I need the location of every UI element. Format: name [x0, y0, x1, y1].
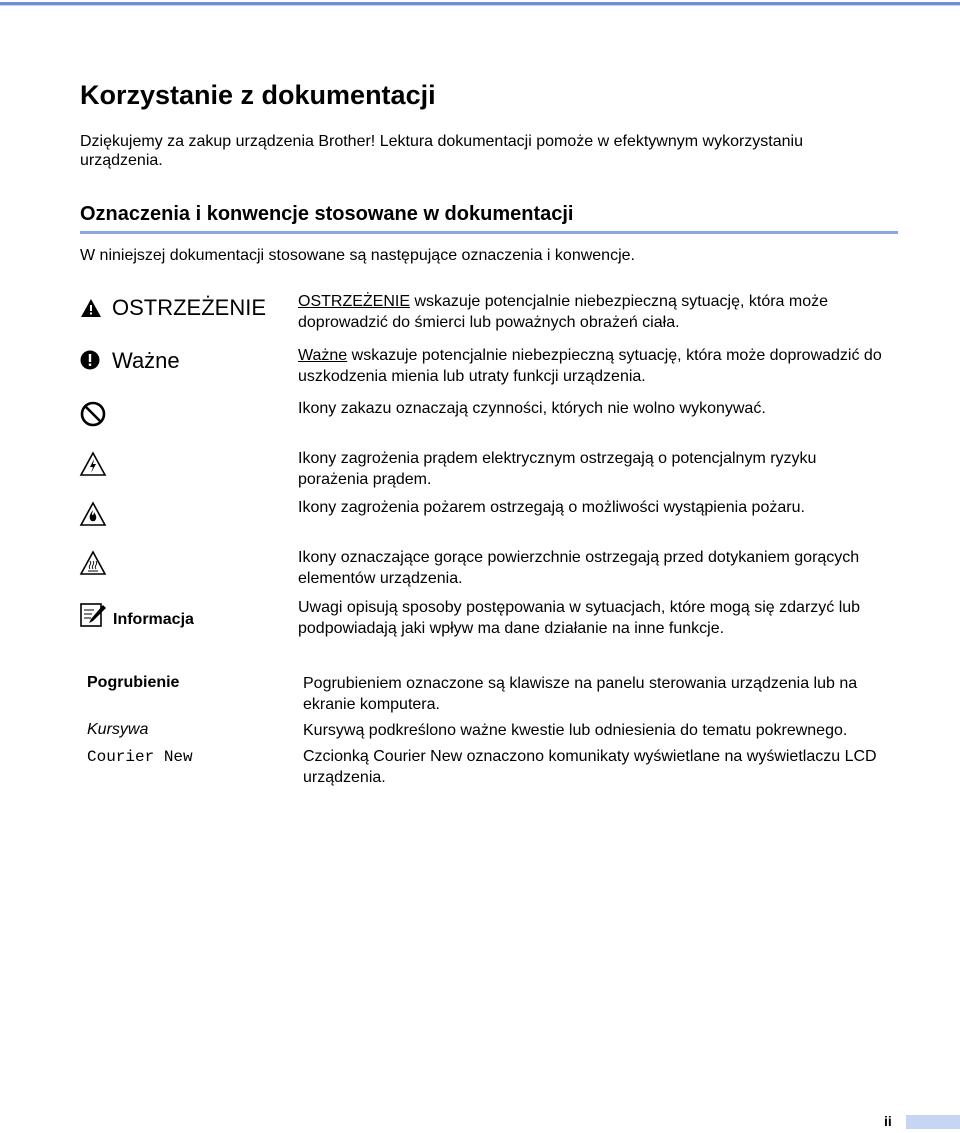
courier-convention-label: Courier New: [87, 748, 193, 766]
warning-description: [298, 291, 888, 333]
section-heading: Oznaczenia i konwencje stosowane w dokumentacji: [80, 203, 574, 225]
important-description: [298, 345, 888, 387]
note-label: Informacja: [113, 611, 194, 628]
page-number-tab: [906, 1115, 960, 1129]
bold-convention-label: Pogrubienie: [87, 674, 180, 691]
bold-convention-description: Pogrubieniem oznaczone są klawisze na panelu sterowania urządzenia lub na ekranie komputera.: [303, 675, 858, 713]
prohibition-description: Ikony zakazu oznaczają czynności, których nie wolno wykonywać.: [298, 400, 766, 417]
courier-convention-description: Czcionką Courier New oznaczono komunikaty wyświetlane na wyświetlaczu LCD urządzenia.: [303, 748, 877, 786]
italic-convention-label: Kursywa: [87, 721, 149, 738]
prohibition-icon: [80, 401, 106, 427]
note-description: Uwagi opisują sposoby postępowania w sytuacjach, które mogą się zdarzyć lub podpowiadają jaki wpływ ma dane działanie na inne funkcje.: [298, 599, 861, 637]
page-number: ii: [884, 1113, 892, 1129]
fire-hazard-description: Ikony zagrożenia pożarem ostrzegają o możliwości wystąpienia pożaru.: [298, 499, 805, 516]
important-term: Ważne: [298, 347, 348, 364]
fire-hazard-icon: [79, 501, 107, 527]
section-intro: W niniejszej dokumentacji stosowane są następujące oznaczenia i konwencje.: [80, 247, 635, 264]
electrical-hazard-icon: [79, 451, 107, 477]
top-accent-rule-thin: [0, 5, 960, 6]
page-title: Korzystanie z dokumentacji: [80, 80, 436, 110]
warning-label: OSTRZEŻENIE: [112, 295, 267, 320]
important-text: wskazuje potencjalnie niebezpieczną sytuację, która może doprowadzić do uszkodzenia mienia lub utraty funkcji urządzenia.: [298, 347, 882, 385]
warning-triangle-icon: [80, 298, 102, 318]
hot-surface-description: Ikony oznaczające gorące powierzchnie ostrzegają przed dotykaniem gorących elementów urządzenia.: [298, 549, 860, 587]
warning-text: wskazuje potencjalnie niebezpieczną sytuację, która może doprowadzić do śmierci lub poważnych obrażeń ciała.: [298, 293, 829, 331]
important-label: Ważne: [112, 348, 180, 373]
section-heading-rule: [80, 231, 898, 234]
italic-convention-description: Kursywą podkreślono ważne kwestie lub odniesienia do tematu pokrewnego.: [303, 722, 848, 739]
hot-surface-icon: [79, 550, 107, 576]
warning-term: OSTRZEŻENIE: [298, 293, 411, 310]
note-icon: [79, 602, 107, 628]
important-exclamation-icon: [80, 350, 100, 370]
intro-paragraph: Dziękujemy za zakup urządzenia Brother! Lektura dokumentacji pomoże w efektywnym wykorzystaniu urządzenia.: [80, 133, 803, 169]
electrical-hazard-description: Ikony zagrożenia prądem elektrycznym ostrzegają o potencjalnym ryzyku porażenia prądem.: [298, 450, 817, 488]
